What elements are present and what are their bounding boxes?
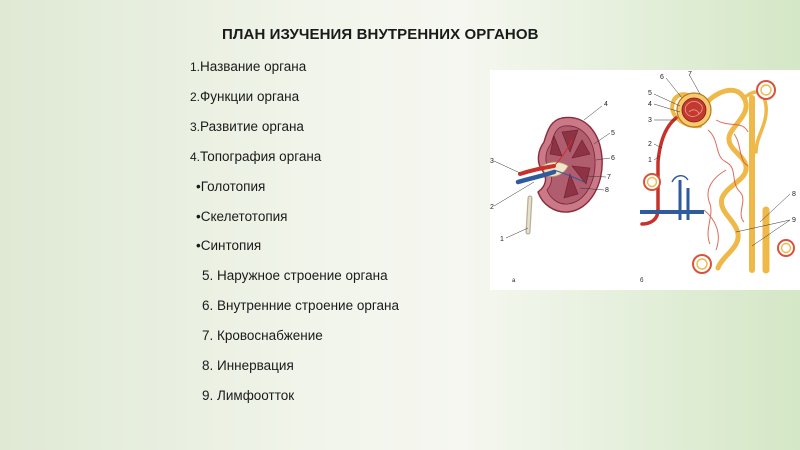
plan-subitem-holotopy: [196, 179, 265, 194]
label-a-4: 4: [604, 101, 608, 108]
plan-item-8: 8. Иннервация: [202, 358, 294, 373]
label-b-4: 4: [648, 101, 652, 108]
label-b-9: 9: [792, 217, 796, 224]
plan-item-4-text: Топография органа: [200, 149, 322, 164]
bullet: •: [196, 209, 201, 224]
plan-item-3-number: 3.: [190, 120, 201, 134]
plan-subitem-syntopy: [196, 238, 261, 253]
plan-item-4: [190, 149, 321, 164]
plan-item-3-text: Развитие органа: [200, 119, 304, 134]
label-b-7: 7: [688, 71, 692, 78]
plan-subitem-text: Скелетотопия: [200, 209, 288, 224]
kidney-anatomy-figure: [490, 70, 800, 290]
label-b-8: 8: [792, 191, 796, 198]
label-a-5: 5: [611, 130, 615, 137]
panel-b-caption: б: [640, 278, 644, 284]
bullet: •: [196, 179, 201, 194]
label-b-5: 5: [648, 90, 652, 97]
plan-item-1-number: 1.: [190, 60, 201, 74]
plan-item-5: 5. Наружное строение органа: [202, 268, 388, 283]
plan-item-4-number: 4.: [190, 150, 201, 164]
label-a-1: 1: [500, 236, 504, 243]
label-b-2: 2: [648, 141, 652, 148]
plan-item-6: 6. Внутренние строение органа: [202, 298, 399, 313]
slide-title: ПЛАН ИЗУЧЕНИЯ ВНУТРЕННИХ ОРГАНОВ: [222, 26, 539, 43]
label-a-8: 8: [605, 187, 609, 194]
plan-item-1: [190, 59, 306, 74]
bullet: •: [196, 238, 201, 253]
plan-subitem-text: Синтопия: [200, 238, 262, 253]
label-a-3: 3: [490, 158, 494, 165]
plan-item-7: 7. Кровоснабжение: [202, 328, 323, 343]
label-b-3: 3: [648, 117, 652, 124]
label-a-7: 7: [607, 174, 611, 181]
label-b-6: 6: [660, 74, 664, 81]
plan-item-3: [190, 119, 304, 134]
plan-subitem-skeletotopy: [196, 209, 287, 224]
plan-item-2-text: Функции органа: [200, 89, 300, 104]
label-b-1: 1: [648, 157, 652, 164]
plan-item-2: [190, 89, 299, 104]
plan-subitem-text: Голотопия: [200, 179, 266, 194]
label-a-2: 2: [490, 204, 494, 211]
kidney-illustration: [490, 70, 800, 290]
panel-a-caption: а: [512, 278, 516, 284]
plan-item-9: 9. Лимфоотток: [202, 388, 295, 403]
kidney-section-drawing: [518, 117, 602, 232]
plan-item-2-number: 2.: [190, 90, 201, 104]
label-a-6: 6: [611, 155, 615, 162]
plan-item-1-text: Название органа: [200, 59, 307, 74]
nephron-drawing: [640, 81, 794, 273]
